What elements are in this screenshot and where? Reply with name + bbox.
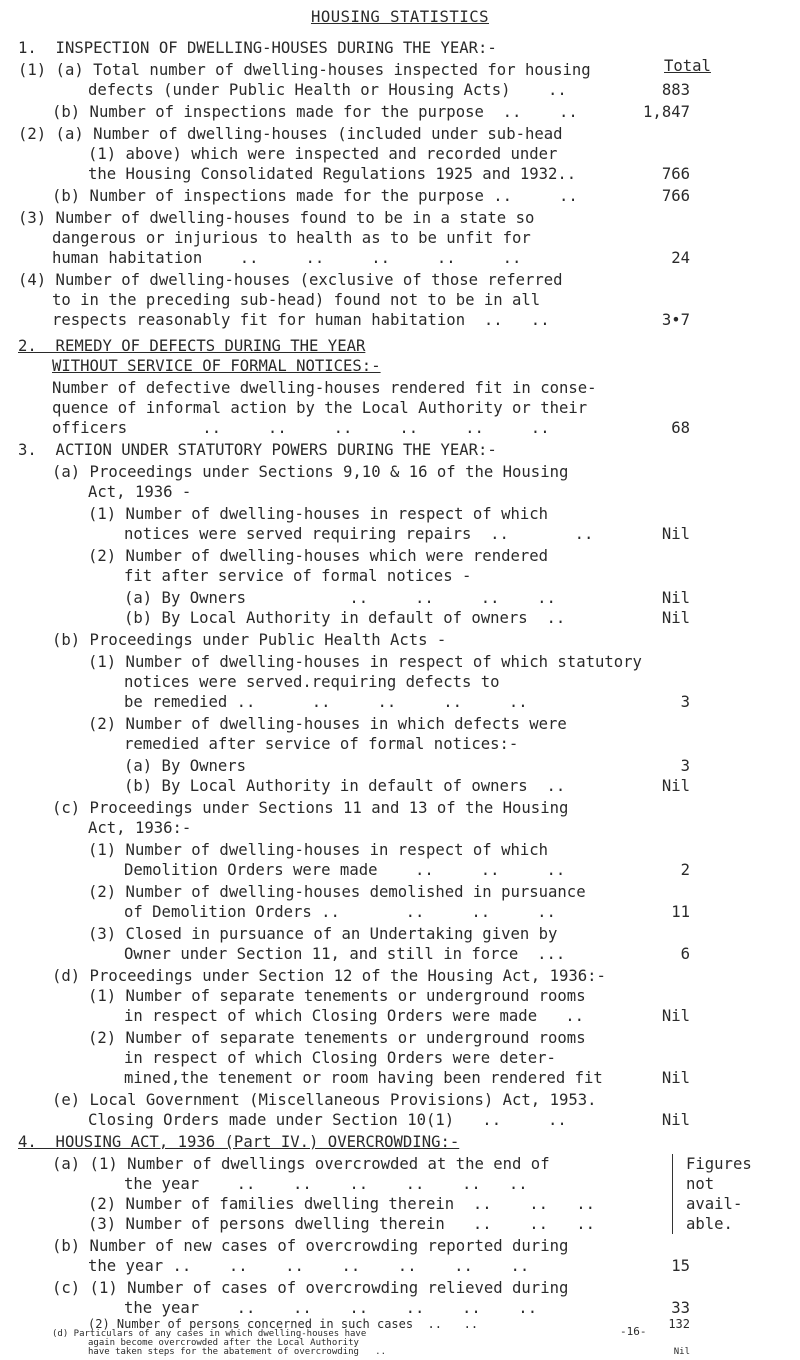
s2-line: Number of defective dwelling-houses rendered fit in conse- <box>52 379 597 397</box>
s2-value-rendered-fit: 68 <box>671 419 690 437</box>
total-column-header: Total <box>664 57 711 75</box>
s3-line: Act, 1936:- <box>88 819 192 837</box>
s4-line: (c) (1) Number of cases of overcrowding relieved during <box>52 1279 569 1297</box>
page-title: HOUSING STATISTICS <box>311 8 489 26</box>
s3-value-repair-notices: Nil <box>661 525 690 543</box>
s4-value-persons-concerned: 132 <box>668 1317 690 1331</box>
s3-value-demolition-orders: 2 <box>680 861 690 879</box>
s3-line: (1) Number of dwelling-houses in respect of which <box>88 505 549 523</box>
s1-line: defects (under Public Health or Housing Acts) .. <box>88 81 567 99</box>
s3-line: (2) Number of dwelling-houses which were rendered <box>88 547 549 565</box>
s4-line: (d) Particulars of any cases in which dwelling-houses have <box>52 1329 367 1339</box>
s3-line: (b) By Local Authority in default of owners .. <box>124 609 566 627</box>
s4-line: again become overcrowded after the Local Authority <box>88 1338 359 1348</box>
s3-line: in respect of which Closing Orders were deter- <box>124 1049 556 1067</box>
s1-line: (2) (a) Number of dwelling-houses (included under sub-head <box>18 125 563 143</box>
s3-line: (1) Number of separate tenements or underground rooms <box>88 987 586 1005</box>
s4-value-new-cases: 15 <box>671 1257 690 1275</box>
s3-line: in respect of which Closing Orders were made .. <box>124 1007 585 1025</box>
s3-line: (2) Number of dwelling-houses demolished in pursuance <box>88 883 586 901</box>
s1-line: (3) Number of dwelling-houses found to be in a state so <box>18 209 535 227</box>
s3-value-by-owners: Nil <box>661 589 690 607</box>
s3-line: (b) By Local Authority in default of owners .. <box>124 777 566 795</box>
s3-line: (2) Number of separate tenements or underground rooms <box>88 1029 586 1047</box>
s3-line: Act, 1936 - <box>88 483 192 501</box>
s1-line: human habitation .. .. .. .. .. <box>52 249 522 267</box>
s3-line: Owner under Section 11, and still in force ... <box>124 945 566 963</box>
s1-line: dangerous or injurious to health as to be unfit for <box>52 229 531 247</box>
s3-line: (e) Local Government (Miscellaneous Provisions) Act, 1953. <box>52 1091 597 1109</box>
s4-line: the year .. .. .. .. .. .. <box>124 1175 528 1193</box>
s3-value-remedied-authority: Nil <box>661 777 690 795</box>
s3-line: (3) Closed in pursuance of an Undertaking given by <box>88 925 558 943</box>
s4-value-again-overcrowded: Nil <box>673 1347 690 1357</box>
s4-line: (3) Number of persons dwelling therein .. .. .. <box>88 1215 595 1233</box>
s3-line: Closing Orders made under Section 10(1) .. .. <box>88 1111 567 1129</box>
note-line: able. <box>686 1215 733 1233</box>
s4-line: have taken steps for the abatement of overcrowding .. <box>88 1347 387 1357</box>
note-line: not <box>686 1175 715 1193</box>
s3-line: (a) Proceedings under Sections 9,10 & 16 of the Housing <box>52 463 569 481</box>
section-3-heading: 3. ACTION UNDER STATUTORY POWERS DURING THE YEAR:- <box>18 441 497 459</box>
s1-value-inspected: 883 <box>661 81 690 99</box>
s1-line: respects reasonably fit for human habitation .. .. <box>52 311 550 329</box>
s3-value-remedied-owners: 3 <box>680 757 690 775</box>
s1-value-not-fit: 3•7 <box>661 311 690 329</box>
s3-line: (a) By Owners <box>124 757 247 775</box>
bracket-divider <box>672 1154 683 1234</box>
page-number: -16- <box>620 1325 647 1338</box>
section-4-heading: 4. HOUSING ACT, 1936 (Part IV.) OVERCROWDING:- <box>18 1133 460 1151</box>
note-line: avail- <box>686 1195 743 1213</box>
s1-line: to in the preceding sub-head) found not to be in all <box>52 291 541 309</box>
s3-value-by-authority: Nil <box>661 609 690 627</box>
s3-line: (2) Number of dwelling-houses in which defects were <box>88 715 567 733</box>
s3-value-statutory-notices: 3 <box>680 693 690 711</box>
section-2-heading: 2. REMEDY OF DEFECTS DURING THE YEAR <box>18 337 366 355</box>
s1-line: the Housing Consolidated Regulations 1925 and 1932.. <box>88 165 577 183</box>
s3-line: Demolition Orders were made .. .. .. <box>124 861 566 879</box>
s3-line: (a) By Owners .. .. .. .. <box>124 589 556 607</box>
s3-line: be remedied .. .. .. .. .. <box>124 693 528 711</box>
s2-line: quence of informal action by the Local Authority or their <box>52 399 588 417</box>
section-1-heading: 1. INSPECTION OF DWELLING-HOUSES DURING THE YEAR:- <box>18 39 497 57</box>
s1-line: (b) Number of inspections made for the purpose .. .. <box>52 103 578 121</box>
s3-line: (b) Proceedings under Public Health Acts - <box>52 631 447 649</box>
s1-value-unfit: 24 <box>671 249 690 267</box>
s4-line: the year .. .. .. .. .. .. <box>124 1299 538 1317</box>
s3-line: notices were served requiring repairs .. .. <box>124 525 594 543</box>
s3-line: mined,the tenement or room having been rendered fit <box>124 1069 603 1087</box>
note-line: Figures <box>686 1155 752 1173</box>
s4-line: (b) Number of new cases of overcrowding reported during <box>52 1237 569 1255</box>
s1-value-inspections-2: 766 <box>661 187 690 205</box>
s3-line: (d) Proceedings under Section 12 of the Housing Act, 1936:- <box>52 967 606 985</box>
s1-line: (4) Number of dwelling-houses (exclusive of those referred <box>18 271 563 289</box>
s3-value-orders-determined: Nil <box>661 1069 690 1087</box>
section-2-subheading: WITHOUT SERVICE OF FORMAL NOTICES:- <box>52 357 381 375</box>
s3-line: of Demolition Orders .. .. .. .. <box>124 903 556 921</box>
s4-line: (2) Number of families dwelling therein .. .. .. <box>88 1195 595 1213</box>
s3-value-closing-orders: Nil <box>661 1007 690 1025</box>
s1-line: (b) Number of inspections made for the purpose .. .. <box>52 187 578 205</box>
s3-line: notices were served.requiring defects to <box>124 673 500 691</box>
s4-line: the year .. .. .. .. .. .. .. <box>88 1257 530 1275</box>
s4-value-cases-relieved: 33 <box>671 1299 690 1317</box>
s3-line: remedied after service of formal notices:- <box>124 735 519 753</box>
s3-line: (1) Number of dwelling-houses in respect of which <box>88 841 549 859</box>
s3-line: (c) Proceedings under Sections 11 and 13 of the Housing <box>52 799 569 817</box>
s3-value-demolished: 11 <box>671 903 690 921</box>
s1-value-recorded: 766 <box>661 165 690 183</box>
s4-line: (2) Number of persons concerned in such cases .. .. <box>88 1317 479 1331</box>
s3-value-section-10-orders: Nil <box>661 1111 690 1129</box>
s1-line: (1) (a) Total number of dwelling-houses inspected for housing <box>18 61 591 79</box>
s3-line: fit after service of formal notices - <box>124 567 472 585</box>
s1-value-inspections: 1,847 <box>643 103 690 121</box>
s2-line: officers .. .. .. .. .. .. <box>52 419 550 437</box>
s3-line: (1) Number of dwelling-houses in respect of which statutory <box>88 653 642 671</box>
s3-value-closed-undertaking: 6 <box>680 945 690 963</box>
s1-line: (1) above) which were inspected and recorded under <box>88 145 558 163</box>
s4-line: (a) (1) Number of dwellings overcrowded at the end of <box>52 1155 550 1173</box>
